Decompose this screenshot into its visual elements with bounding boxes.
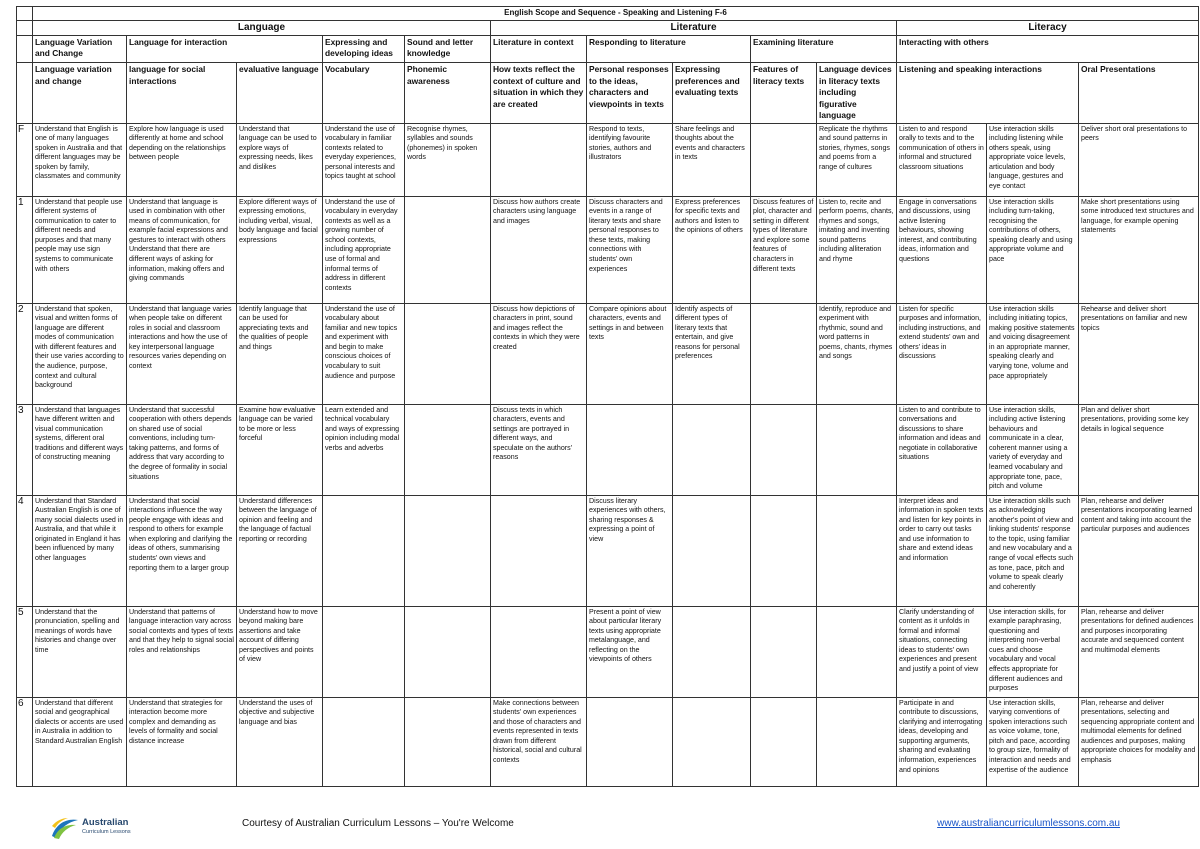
year-row-2 bbox=[17, 303, 1199, 404]
strand-header: Literature in context bbox=[491, 36, 587, 63]
strand-header: Language for interaction bbox=[127, 36, 323, 63]
content-cell: Compare opinions about characters, events and settings in and between texts bbox=[587, 303, 673, 404]
area-header-language: Language bbox=[33, 21, 491, 36]
year-row-4 bbox=[17, 495, 1199, 606]
content-cell bbox=[491, 123, 587, 196]
content-cell: Understand that strategies for interaction become more complex and demanding as levels of formality and social distance increase bbox=[127, 697, 237, 786]
strand-header: Interacting with others bbox=[897, 36, 1199, 63]
strand-header: Expressing and developing ideas bbox=[323, 36, 405, 63]
content-cell: Express preferences for specific texts and authors and listen to the opinions of others bbox=[673, 196, 751, 303]
substrand-header: Personal responses to the ideas, characters and viewpoints in texts bbox=[587, 63, 673, 124]
content-cell bbox=[751, 606, 817, 697]
content-cell bbox=[405, 495, 491, 606]
content-cell bbox=[751, 404, 817, 495]
content-cell: Understand that successful cooperation with others depends on shared use of social conventions, including turn-taking patterns, and forms of address that vary according to the degree of formality in social situations bbox=[127, 404, 237, 495]
content-cell: Learn extended and technical vocabulary and ways of expressing opinion including modal verbs and adverbs bbox=[323, 404, 405, 495]
content-cell bbox=[405, 697, 491, 786]
content-cell: Use interaction skills, for example paraphrasing, questioning and interpreting non-verbal cues and choose vocabulary and vocal effects appropriate for different audiences and purposes bbox=[987, 606, 1079, 697]
content-cell bbox=[817, 404, 897, 495]
year-label: 2 bbox=[17, 303, 33, 404]
year-row-1 bbox=[17, 196, 1199, 303]
footer bbox=[0, 808, 1200, 844]
content-cell: Understand that people use different systems of communication to cater to different needs and purposes and that many people may use sign systems to communicate with others bbox=[33, 196, 127, 303]
content-cell: Respond to texts, identifying favourite stories, authors and illustrators bbox=[587, 123, 673, 196]
content-cell: Plan, rehearse and deliver presentations for defined audiences and purposes incorporating accurate and sequenced content and multimodal elements bbox=[1079, 606, 1199, 697]
content-cell bbox=[405, 606, 491, 697]
content-cell: Plan, rehearse and deliver presentations incorporating learned content and taking into account the particular purposes and audiences bbox=[1079, 495, 1199, 606]
strand-header: Responding to literature bbox=[587, 36, 751, 63]
substrand-header: Language devices in literacy texts including figurative language bbox=[817, 63, 897, 124]
content-cell: Share feelings and thoughts about the events and characters in texts bbox=[673, 123, 751, 196]
content-cell: Understand the use of vocabulary in familiar contexts related to everyday experiences, personal interests and topics taught at school bbox=[323, 123, 405, 196]
content-cell bbox=[751, 123, 817, 196]
scope-sequence-table bbox=[16, 6, 1199, 787]
content-cell: Use interaction skills including initiating topics, making positive statements and voicing disagreement in an appropriate manner, speaking clearly and varying tone, volume and pace appropriately bbox=[987, 303, 1079, 404]
content-cell: Understand differences between the language of opinion and feeling and the language of factual reporting or recording bbox=[237, 495, 323, 606]
content-cell: Understand that language can be used to explore ways of expressing needs, likes and dislikes bbox=[237, 123, 323, 196]
content-cell: Listen for specific purposes and information, including instructions, and extend students' own and others' ideas in discussions bbox=[897, 303, 987, 404]
content-cell: Present a point of view about particular literary texts using appropriate metalanguage, and reflecting on the viewpoints of others bbox=[587, 606, 673, 697]
content-cell: Understand that language is used in combination with other means of communication, for example facial expressions and gestures to interact with others Understand that there are different ways of asking for information, making offers and giving commands bbox=[127, 196, 237, 303]
content-cell: Make connections between students' own experiences and those of characters and events represented in texts drawn from different historical, social and cultural contexts bbox=[491, 697, 587, 786]
content-cell: Recognise rhymes, syllables and sounds (phonemes) in spoken words bbox=[405, 123, 491, 196]
substrand-header: Vocabulary bbox=[323, 63, 405, 124]
year-row-3 bbox=[17, 404, 1199, 495]
content-cell bbox=[323, 606, 405, 697]
content-cell: Deliver short oral presentations to peers bbox=[1079, 123, 1199, 196]
content-cell bbox=[817, 606, 897, 697]
content-cell: Engage in conversations and discussions, using active listening behaviours, showing interest, and contributing ideas, information and questions bbox=[897, 196, 987, 303]
year-label: 3 bbox=[17, 404, 33, 495]
content-cell bbox=[673, 606, 751, 697]
content-cell: Understand the uses of objective and subjective language and bias bbox=[237, 697, 323, 786]
content-cell bbox=[491, 495, 587, 606]
content-cell: Use interaction skills including turn-taking, recognising the contributions of others, speaking clearly and using appropriate volume and pace bbox=[987, 196, 1079, 303]
content-cell: Understand that patterns of language interaction vary across social contexts and types of texts and that they help to signal social roles and relationships bbox=[127, 606, 237, 697]
content-cell bbox=[405, 404, 491, 495]
content-cell: Use interaction skills such as acknowledging another's point of view and linking students' response to the topic, using familiar and new vocabulary and a range of vocal effects such as tone, pace, pitch and volume to speak clearly and coherently bbox=[987, 495, 1079, 606]
content-cell: Understand the use of vocabulary in everyday contexts as well as a growing number of school contexts, including appropriate use of formal and informal terms of address in different contexts bbox=[323, 196, 405, 303]
strand-header: Examining literature bbox=[751, 36, 897, 63]
substrand-header: How texts reflect the context of culture and situation in which they are created bbox=[491, 63, 587, 124]
content-cell: Explore how language is used differently at home and school depending on the relationships between people bbox=[127, 123, 237, 196]
content-cell bbox=[817, 495, 897, 606]
content-cell: Participate in and contribute to discussions, clarifying and interrogating ideas, developing and supporting arguments, sharing and evaluating information, experiences and opinions bbox=[897, 697, 987, 786]
content-cell: Understand that language varies when people take on different roles in social and classroom interactions and how the use of key interpersonal language resources varies depending on context bbox=[127, 303, 237, 404]
content-cell: Understand that Standard Australian English is one of many social dialects used in Australia, and that while it originated in England it has been influenced by many other languages bbox=[33, 495, 127, 606]
content-cell: Listen to, recite and perform poems, chants, rhymes and songs, imitating and inventing sound patterns including alliteration and rhyme bbox=[817, 196, 897, 303]
content-cell bbox=[587, 697, 673, 786]
website-link[interactable]: www.australiancurriculumlessons.com.au bbox=[937, 818, 1120, 829]
content-cell: Discuss characters and events in a range of literary texts and share personal responses to these texts, making connections with students' own experiences bbox=[587, 196, 673, 303]
content-cell bbox=[405, 303, 491, 404]
content-cell: Discuss texts in which characters, events and settings are portrayed in different ways, and speculate on the authors' reasons bbox=[491, 404, 587, 495]
substrand-header: Expressing preferences and evaluating texts bbox=[673, 63, 751, 124]
content-cell: Interpret ideas and information in spoken texts and listen for key points in order to carry out tasks and use information to share and extend ideas and information bbox=[897, 495, 987, 606]
document-title: English Scope and Sequence - Speaking and Listening F-6 bbox=[33, 7, 1199, 21]
area-header-literature: Literature bbox=[491, 21, 897, 36]
substrand-header: Phonemic awareness bbox=[405, 63, 491, 124]
content-cell: Discuss how authors create characters using language and images bbox=[491, 196, 587, 303]
content-cell bbox=[405, 196, 491, 303]
content-cell: Identify aspects of different types of literary texts that entertain, and give reasons for personal preferences bbox=[673, 303, 751, 404]
logo-subtitle: Curriculum Lessons bbox=[82, 829, 131, 835]
substrand-header: language for social interactions bbox=[127, 63, 237, 124]
content-cell: Clarify understanding of content as it unfolds in formal and informal situations, connecting ideas to students' own experiences and present and justify a point of view bbox=[897, 606, 987, 697]
content-cell bbox=[491, 606, 587, 697]
australian-curriculum-lessons-logo bbox=[50, 814, 160, 840]
content-cell bbox=[323, 697, 405, 786]
content-cell: Use interaction skills, including active listening behaviours and communicate in a clear, coherent manner using a variety of everyday and learned vocabulary and appropriate tone, pace, pitch and volume bbox=[987, 404, 1079, 495]
content-cell: Identify language that can be used for appreciating texts and the qualities of people and things bbox=[237, 303, 323, 404]
substrand-header: Listening and speaking interactions bbox=[897, 63, 1079, 124]
content-cell: Understand how to move beyond making bare assertions and take account of differing perspectives and points of view bbox=[237, 606, 323, 697]
content-cell bbox=[751, 495, 817, 606]
content-cell: Discuss how depictions of characters in print, sound and images reflect the contexts in which they were created bbox=[491, 303, 587, 404]
area-header-blank bbox=[17, 21, 33, 36]
content-cell bbox=[673, 495, 751, 606]
content-cell: Examine how evaluative language can be varied to be more or less forceful bbox=[237, 404, 323, 495]
content-cell: Understand that languages have different written and visual communication systems, different oral traditions and different ways of constructing meaning bbox=[33, 404, 127, 495]
year-label: 5 bbox=[17, 606, 33, 697]
content-cell bbox=[751, 697, 817, 786]
year-row-5 bbox=[17, 606, 1199, 697]
content-cell: Listen to and contribute to conversations and discussions to share information and ideas and negotiate in collaborative situations bbox=[897, 404, 987, 495]
year-label: 1 bbox=[17, 196, 33, 303]
strand-header-blank bbox=[17, 36, 33, 63]
substrand-header: Features of literacy texts bbox=[751, 63, 817, 124]
substrand-header: Oral Presentations bbox=[1079, 63, 1199, 124]
substrand-header: evaluative language bbox=[237, 63, 323, 124]
content-cell bbox=[323, 495, 405, 606]
content-cell bbox=[817, 697, 897, 786]
scope-sequence-sheet bbox=[16, 6, 1198, 787]
year-row-f bbox=[17, 123, 1199, 196]
content-cell bbox=[673, 404, 751, 495]
substrand-header: Language variation and change bbox=[33, 63, 127, 124]
content-cell: Identify, reproduce and experiment with rhythmic, sound and word patterns in poems, chants, rhymes and songs bbox=[817, 303, 897, 404]
content-cell: Understand that English is one of many languages spoken in Australia and that different languages may be spoken by family, classmates and community bbox=[33, 123, 127, 196]
year-label: 4 bbox=[17, 495, 33, 606]
content-cell: Plan and deliver short presentations, providing some key details in logical sequence bbox=[1079, 404, 1199, 495]
content-cell: Explore different ways of expressing emotions, including verbal, visual, body language and facial expressions bbox=[237, 196, 323, 303]
content-cell: Understand that spoken, visual and written forms of language are different modes of communication with different features and their use varies according to the audience, purpose, context and cultural background bbox=[33, 303, 127, 404]
year-label: F bbox=[17, 123, 33, 196]
strand-header: Language Variation and Change bbox=[33, 36, 127, 63]
content-cell: Use interaction skills including listening while others speak, using appropriate voice levels, articulation and body language, gestures and eye contact bbox=[987, 123, 1079, 196]
logo-name: Australian bbox=[82, 817, 129, 828]
content-cell: Understand the use of vocabulary about familiar and new topics and experiment with and begin to make conscious choices of vocabulary to suit audience and purpose bbox=[323, 303, 405, 404]
content-cell bbox=[587, 404, 673, 495]
content-cell: Use interaction skills, varying conventions of spoken interactions such as voice volume, tone, pitch and pace, according to group size, formality of interaction and needs and expertise of the audience bbox=[987, 697, 1079, 786]
spacer-cell bbox=[17, 7, 33, 21]
area-header-literacy: Literacy bbox=[897, 21, 1199, 36]
content-cell: Plan, rehearse and deliver presentations, selecting and sequencing appropriate content and multimodal elements for defined audiences and purposes, making appropriate choices for modality and emphasis bbox=[1079, 697, 1199, 786]
strand-header: Sound and letter knowledge bbox=[405, 36, 491, 63]
substrand-header-blank bbox=[17, 63, 33, 124]
content-cell: Discuss features of plot, character and setting in different types of literature and explore some features of characters in different texts bbox=[751, 196, 817, 303]
content-cell: Make short presentations using some introduced text structures and language, for example opening statements bbox=[1079, 196, 1199, 303]
content-cell bbox=[751, 303, 817, 404]
content-cell: Understand that the pronunciation, spelling and meanings of words have histories and change over time bbox=[33, 606, 127, 697]
year-label: 6 bbox=[17, 697, 33, 786]
logo-swoosh-icon bbox=[50, 814, 80, 840]
year-row-6 bbox=[17, 697, 1199, 786]
content-cell: Rehearse and deliver short presentations on familiar and new topics bbox=[1079, 303, 1199, 404]
content-cell: Replicate the rhythms and sound patterns in stories, rhymes, songs and poems from a range of cultures bbox=[817, 123, 897, 196]
content-cell: Understand that social interactions influence the way people engage with ideas and respond to others for example when exploring and clarifying the ideas of others, summarising students' own views and reporting them to a larger group bbox=[127, 495, 237, 606]
content-cell: Discuss literary experiences with others, sharing responses & expressing a point of view bbox=[587, 495, 673, 606]
courtesy-text: Courtesy of Australian Curriculum Lessons – You're Welcome bbox=[242, 818, 514, 829]
content-cell: Listen to and respond orally to texts and to the communication of others in informal and structured classroom situations bbox=[897, 123, 987, 196]
content-cell bbox=[673, 697, 751, 786]
content-cell: Understand that different social and geographical dialects or accents are used in Australia in addition to Standard Australian English bbox=[33, 697, 127, 786]
